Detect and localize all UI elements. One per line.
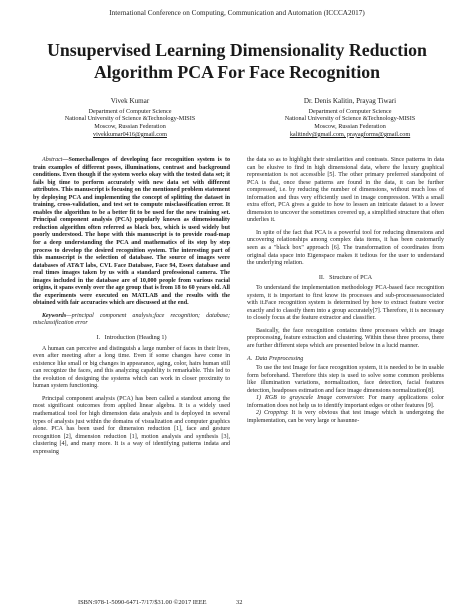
body-paragraph: A human can perceive and distinguish a large number of faces in their lives, even after meeting after a long time. Even if some changes have come in existence like small or big changes in appearance, aging, color, hairs human still can recognize the faces, and this analyzing capability is remarkable. This led to the evolution of designing the systems which can work in closer proximity to human system functioning.: [33, 345, 230, 390]
author-dept: Department of Computer Science: [88, 107, 172, 115]
author-name: Dr. Denis Kalitin, Prayag Tiwari: [303, 97, 397, 105]
keywords-label: Keywords: [42, 312, 67, 319]
author-city: Moscow, Russian Federation: [94, 123, 166, 131]
abstract-label: Abstract: [42, 157, 63, 163]
author-email-link[interactable]: vivekkumar0416@gmail.com: [93, 130, 167, 138]
list-item: 1) RGB to grayscale Image conversion: For many applications color information does not help us to identify important edges or other features [9].: [247, 395, 444, 409]
body-paragraph: the data so as to highlight their similarities and contrasts. Since patterns in data can be elusive to find in high dimensional data, where the luxury graphical representation is not accessible [5]. The other primary preferred standpoint of PCA is that, once these patterns are found in the data, it can be further compressed, i.e. by reducing the number of dimensions, without much loss of information and thus very efficiently used in image compression. With a small extra effort, PCA gives a guide to how to lessen an intricate dataset to a lower dimension to uncover the sometimes covered up, a simplified structure that often underlies it.: [247, 157, 444, 224]
body-paragraph: Principal component analysis (PCA) has been called a standout among the most significant outcomes from applied linear algebra. It is a widely used mathematical tool for high dimension data analysis and is deployed in several types of analysis just within the domains of visualization and computer graphics alone. PCA has been used for dimension reduction [1], face and gesture recognition [2], dimension reduction [1], motion analysis and synthesis [3], clustering [4], and many more. It is a way of identifying patterns indata and expressing: [33, 395, 230, 455]
list-item-text: For many applications color information does not help us to identify important edges or other features [9].: [247, 395, 444, 409]
list-item-label: 2) Cropping: [256, 410, 287, 417]
author-dept: Department of Computer Science: [308, 107, 392, 115]
right-column: [247, 157, 444, 426]
list-item-label: 1) RGB to grayscale Image conversion: [256, 395, 363, 402]
abstract-paragraph: [33, 157, 230, 308]
author-univ: National University of Science &Technology-MISIS: [64, 115, 196, 123]
section-heading-structure: II. Structure of PCA: [318, 273, 373, 281]
body-paragraph: Basically, the face recognition contains three processes which are image preprocessing, feature extraction and clustering. Within these three process, there are further different steps which are presented below in a lucid manner.: [247, 327, 444, 350]
isbn-text: ISBN:978-1-5090-6471-7/17/$31.00 ©2017 IEEE: [78, 599, 207, 606]
left-column: [33, 157, 230, 456]
author-block-1: [30, 98, 230, 139]
body-paragraph: In spite of the fact that PCA is a powerful tool for reducing dimensions and uncovering relationships among complex data items, it has been customarily seen as a "black box" approach [6]. The transformation of coordinates from original data space into Eigenspace makes it tedious for the user to understand the underlying relation.: [247, 229, 444, 267]
body-paragraph: To use the test Image for face recognition system, it is needed to be in usable form beforehand. Therefore this step is used to solve some common problems like illumination variations, normalization, face detection, facial features detection, headposes estimation and face image dimensions normalization[8].: [247, 365, 444, 394]
body-paragraph: To understand the implementation methodology PCA-based face recognition system, it is important to first know its processes and sub-processesassociated with it.Face recognition system is determined by how to extract feature vector exactly and to classify them into a group accurately[7]. Therefore, it is necessary to closely focus at the feature extractor and classifier.: [247, 285, 444, 322]
author-city: Moscow, Russian Federation: [314, 123, 386, 131]
keywords-paragraph: [33, 313, 230, 328]
title-line-2: Algorithm PCA For Face Recognition: [93, 62, 381, 82]
keywords-text: —principal component analysis;face recognition; database; misclassification error: [33, 312, 230, 327]
page-number: 32: [236, 599, 243, 606]
section-heading-introduction: I. Introduction (Heading 1): [96, 334, 167, 342]
title-line-1: Unsupervised Learning Dimensionality Reduction: [47, 40, 427, 60]
author-email-link[interactable]: kalitindv@gmail.com, prayagforms@gmail.com: [289, 130, 411, 138]
subsection-heading: A. Data Preprocessing: [247, 355, 304, 362]
list-item: 2) Cropping: It is very obvious that test image which is undergoing the implementation, can be very large or hasunne-: [247, 410, 445, 424]
abstract-text: —Somechallenges of developing face recognition system is to train examples of different poses, illuminations, contrast and background conditions. Even though if the system works okay with the tested data set; it fails big time to perform accurately with new data set with different attributes. This manuscript is focusing on the mentioned problem statement by deploying PCA and implementing the concept of splitting the dataset in training, cross-validation, and test set to compute misclassification error. It enables the algorithm to be a better fit to be used for the new training set. Principal component analysis (PCA) popularly known as dimensionality reduction algorithm often referred as black box, which is used widely but poorly understood. The hope with this manuscript is to provide road-map for a deep understanding the PCA and mathematics of its step by step process to develop the desired recognition system. The interesting part of this manuscript is the selection of database. The source of images were databases of AT&T labs, CVL Face Database, Face 94, Essex database and real times images taken by us with a standard professional camera. The images included in the database are of 10,000 people from various racial origins, it spans evenly over the age group that is from 18 to 60 years old. All the experiments were executed on MATLAB and the results with the obtained with fair accuracies which are discussed at the end.: [33, 157, 230, 307]
author-block-2: [250, 98, 450, 139]
paper-title: [20, 39, 454, 83]
conference-header: International Conference on Computing, Communication and Automation (ICCCA2017): [109, 9, 365, 17]
list-item-text: It is very obvious that test image which is undergoing the implementation, can be very large or hasunne-: [247, 410, 445, 424]
author-univ: National University of Science &Technology-MISIS: [284, 115, 416, 123]
author-name: Vivek Kumar: [110, 97, 150, 105]
